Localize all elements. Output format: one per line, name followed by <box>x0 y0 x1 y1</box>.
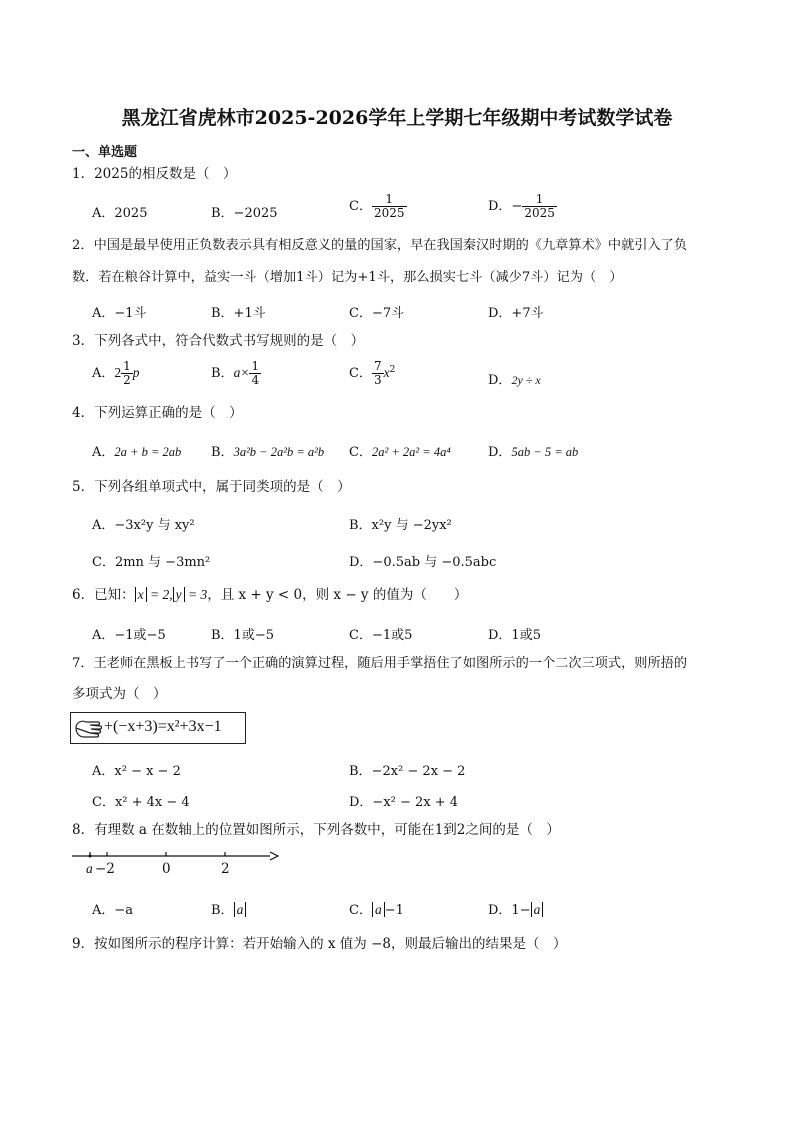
q3-c-numerator: 7 <box>373 359 382 373</box>
q3-a-variable: p <box>132 365 140 380</box>
question-2-line-2: 数．若在粮谷计算中，益实一斗（增加1斗）记为+1斗，那么损实七斗（减少7斗）记为（ ） <box>72 270 623 285</box>
q8-d-abs: a <box>531 902 544 917</box>
q1-option-a: A．2025 <box>92 206 148 221</box>
q3-d-expression: 2y ÷ x <box>511 373 541 387</box>
q2-option-d: D．+7斗 <box>488 306 544 321</box>
q1-option-c-label: C． <box>349 199 372 214</box>
q7-option-d: D．−x² − 2x + 4 <box>349 795 459 810</box>
q8-b-abs: a <box>234 902 247 917</box>
q3-b-expression: a× <box>233 365 250 380</box>
q3-a-numerator: 1 <box>123 359 131 373</box>
q7-option-c: C．x² + 4x − 4 <box>92 795 190 810</box>
q4-b-expression: 3a²b − 2a²b = a²b <box>233 445 325 459</box>
q1-c-denominator: 2025 <box>373 206 405 220</box>
number-line-label-0: 0 <box>162 861 171 877</box>
q2-option-a: A．−1斗 <box>92 306 147 321</box>
hand-icon <box>74 716 104 740</box>
q4-d-expression: 5ab − 5 = ab <box>511 445 579 459</box>
q8-option-d-label: D．1− <box>488 903 531 918</box>
q3-option-a <box>92 360 140 387</box>
q8-option-d <box>488 899 543 918</box>
q8-option-a: A．−a <box>92 903 134 918</box>
q4-option-c <box>349 441 451 460</box>
question-7-line-2: 多项式为（ ） <box>72 686 167 702</box>
q4-option-a-label: A． <box>92 445 115 460</box>
q3-c-variable: x <box>383 365 390 380</box>
q3-option-c-label: C． <box>349 366 372 381</box>
q6-eq1: = 2, <box>146 587 173 602</box>
q6-stem-prefix: 6．已知： <box>72 587 135 603</box>
q3-option-d-label: D． <box>488 373 512 388</box>
q1-option-d-label: D．− <box>488 199 523 214</box>
q1-d-fraction <box>522 193 557 220</box>
q1-option-d <box>488 193 557 220</box>
q3-b-numerator: 1 <box>251 359 260 373</box>
blackboard-expression: +(−x+3)=x²+3x−1 <box>104 718 222 735</box>
q4-option-a <box>92 441 181 460</box>
q8-option-b-label: B． <box>211 903 234 918</box>
q3-option-b-label: B． <box>211 366 234 381</box>
q2-option-c: C．−7斗 <box>349 306 405 321</box>
q3-option-d <box>488 369 541 388</box>
q8-c-abs: a <box>372 902 385 917</box>
q3-a-denominator: 2 <box>123 373 131 387</box>
q3-option-a-label: A． <box>92 366 115 381</box>
number-line-label-a: a <box>86 861 93 876</box>
q3-c-fraction <box>372 360 384 387</box>
q1-d-numerator: 1 <box>522 193 557 207</box>
question-5-stem: 5．下列各组单项式中，属于同类项的是（ ） <box>72 479 351 495</box>
q3-option-b <box>211 360 261 387</box>
q6-abs-y: y <box>173 587 185 602</box>
q1-c-fraction <box>372 193 407 220</box>
q7-option-a: A．x² − x − 2 <box>92 764 181 779</box>
q6-option-d: D．1或5 <box>488 628 541 643</box>
q6-abs-x: x <box>135 587 147 602</box>
question-7-line-1: 7．王老师在黑板上书写了一个正确的演算过程，随后用手掌捂住了如图所示的一个二次三项式，则所捂的 <box>72 656 688 671</box>
q3-a-whole: 2 <box>114 365 122 380</box>
q7-option-b: B．−2x² − 2x − 2 <box>349 764 466 779</box>
q4-option-d <box>488 441 578 460</box>
q4-option-b-label: B． <box>211 445 234 460</box>
q8-option-b <box>211 899 246 918</box>
q4-a-expression: 2a + b = 2ab <box>114 445 182 459</box>
q1-option-c <box>349 193 407 220</box>
q4-option-c-label: C． <box>349 445 372 460</box>
q5-option-d: D．−0.5ab 与 −0.5abc <box>349 555 497 570</box>
q6-eq2: = 3 <box>184 587 208 602</box>
question-6-stem <box>72 585 467 605</box>
question-8-stem: 8．有理数 a 在数轴上的位置如图所示，下列各数中，可能在1到2之间的是（ ） <box>72 822 560 838</box>
q8-option-c-label: C． <box>349 903 372 918</box>
q6-option-a: A．−1或−5 <box>92 628 166 643</box>
question-9-stem: 9．按如图所示的程序计算：若开始输入的 x 值为 −8，则最后输出的结果是（ ） <box>72 936 567 952</box>
page-title: 黑龙江省虎林市2025-2026学年上学期七年级期中考试数学试卷 <box>121 107 673 129</box>
q3-a-fraction <box>121 360 133 387</box>
number-line-label-neg2: −2 <box>95 861 115 877</box>
question-4-stem: 4．下列运算正确的是（ ） <box>72 405 243 421</box>
q4-option-b <box>211 441 324 460</box>
question-1-stem: 1．2025的相反数是（ ） <box>72 166 237 182</box>
q4-option-d-label: D． <box>488 445 512 460</box>
question-2-line-1: 2．中国是最早使用正负数表示具有相反意义的量的国家，早在我国秦汉时期的《九章算术》中就引入了负 <box>72 238 688 253</box>
q4-c-expression: 2a² + 2a² = 4a⁴ <box>371 445 451 459</box>
question-3-stem: 3．下列各式中，符合代数式书写规则的是（ ） <box>72 333 365 349</box>
q3-c-denominator: 3 <box>373 373 382 387</box>
q1-d-denominator: 2025 <box>524 206 555 220</box>
number-line-label-2: 2 <box>221 861 230 877</box>
q6-stem-rest: ，且 x + y < 0，则 x − y 的值为（ ） <box>207 587 468 603</box>
q6-option-b: B．1或−5 <box>211 628 274 643</box>
q8-c-suffix: −1 <box>384 903 404 918</box>
q2-option-b: B．+1斗 <box>211 306 266 321</box>
q3-option-c: C． $\frac{7}{3}$ $x^2$ <box>349 359 396 387</box>
q6-option-c: C．−1或5 <box>349 628 413 643</box>
q1-option-b: B．−2025 <box>211 206 278 221</box>
q8-option-c <box>349 899 404 918</box>
q5-option-b: B．x²y 与 −2yx² <box>349 518 452 533</box>
q3-b-fraction <box>249 360 261 387</box>
section-heading: 一、单选题 <box>72 145 138 160</box>
q3-b-denominator: 4 <box>251 373 260 387</box>
q1-c-numerator: 1 <box>372 193 407 207</box>
q5-option-c: C．2mn 与 −3mn² <box>92 555 211 570</box>
q5-option-a: A．−3x²y 与 xy² <box>92 518 195 533</box>
